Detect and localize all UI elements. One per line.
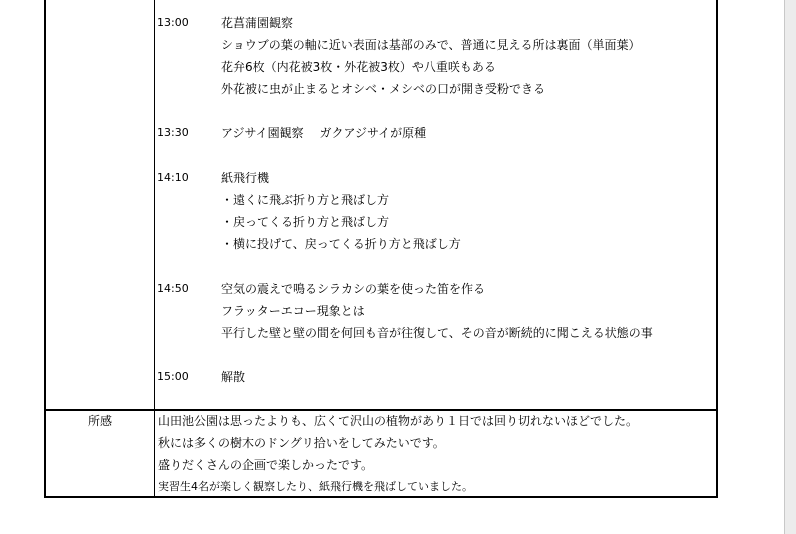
schedule-activity: 花菖蒲園観察 bbox=[221, 16, 294, 30]
schedule-time: 14:50 bbox=[157, 282, 189, 295]
schedule-time: 14:10 bbox=[157, 171, 189, 184]
schedule-note: ・戻ってくる折り方と飛ばし方 bbox=[221, 215, 390, 229]
table-column-divider bbox=[154, 0, 155, 498]
schedule-note: 花弁6枚（内花被3枚・外花被3枚）や八重咲もある bbox=[221, 60, 496, 74]
impressions-line: 盛りだくさんの企画で楽しかったです。 bbox=[158, 458, 374, 472]
schedule-note: フラッターエコー現象とは bbox=[221, 304, 365, 318]
schedule-time: 13:30 bbox=[157, 126, 189, 139]
schedule-note: 平行した壁と壁の間を何回も音が往復して、その音が断続的に聞こえる状態の事 bbox=[221, 326, 653, 340]
table-right-border bbox=[716, 0, 718, 498]
schedule-activity: アジサイ園観察 ガクアジサイが原種 bbox=[221, 126, 427, 140]
table-left-border bbox=[44, 0, 46, 498]
row-divider bbox=[44, 409, 718, 411]
schedule-activity: 解散 bbox=[221, 370, 246, 384]
schedule-time: 15:00 bbox=[157, 370, 189, 383]
schedule-note: 外花被に虫が止まるとオシベ・メシベの口が開き受粉できる bbox=[221, 82, 546, 96]
schedule-note: ショウブの葉の軸に近い表面は基部のみで、普通に見える所は裏面（単面葉） bbox=[221, 38, 641, 52]
schedule-activity: 紙飛行機 bbox=[221, 171, 270, 185]
schedule-time: 13:00 bbox=[157, 16, 189, 29]
impressions-label: 所感 bbox=[88, 414, 113, 428]
impressions-line: 山田池公園は思ったよりも、広くて沢山の植物があり１日では回り切れないほどでした。 bbox=[158, 414, 639, 428]
impressions-line: 実習生4名が楽しく観察したり、紙飛行機を飛ばしていました。 bbox=[158, 480, 473, 493]
schedule-note: ・横に投げて、戻ってくる折り方と飛ばし方 bbox=[221, 237, 461, 251]
schedule-activity: 空気の震えで鳴るシラカシの葉を使った笛を作る bbox=[221, 282, 486, 296]
table-bottom-border bbox=[44, 496, 718, 498]
schedule-note: ・遠くに飛ぶ折り方と飛ばし方 bbox=[221, 193, 390, 207]
impressions-line: 秋には多くの樹木のドングリ拾いをしてみたいです。 bbox=[158, 436, 445, 450]
page-edge bbox=[784, 0, 796, 534]
